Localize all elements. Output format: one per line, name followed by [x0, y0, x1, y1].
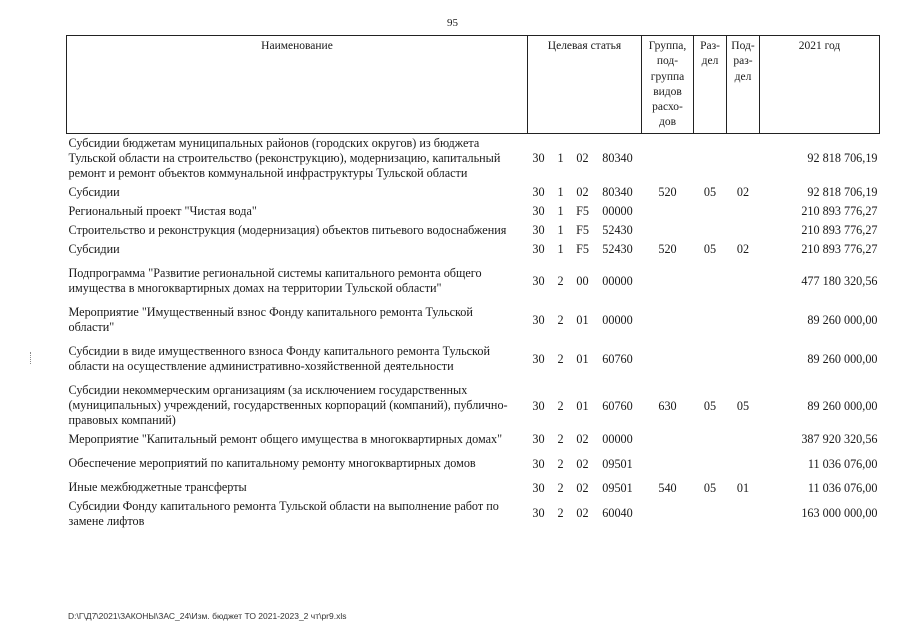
- row-amount: 92 818 706,19: [807, 150, 878, 165]
- row-name: Иные межбюджетные трансферты: [68, 479, 247, 494]
- row-name: Субсидии: [68, 184, 120, 199]
- row-article-event: F5: [576, 241, 589, 256]
- row-article-direction: 09501: [602, 456, 633, 471]
- table-row: [67, 240, 880, 259]
- row-section: [694, 133, 727, 183]
- row-article-program: 30: [532, 274, 545, 289]
- row-article-direction: 00000: [602, 431, 633, 446]
- row-subsection: 01: [736, 480, 750, 495]
- row-article-subprogram: 2: [557, 456, 564, 471]
- row-article-subprogram: 1: [557, 184, 564, 199]
- row-article-event: 02: [576, 184, 589, 199]
- row-article-event: F5: [576, 222, 589, 237]
- scan-artifact: [30, 352, 35, 364]
- row-expense-group: 520: [658, 184, 677, 199]
- row-article-subprogram: 2: [557, 352, 564, 367]
- row-article-subprogram: 1: [557, 203, 564, 218]
- header-target-article: Целевая статья: [528, 36, 642, 134]
- row-article-program: 30: [532, 203, 545, 218]
- row-article-direction: 80340: [602, 150, 633, 165]
- row-article-direction: 60760: [602, 352, 633, 367]
- row-amount: 387 920 320,56: [801, 431, 878, 446]
- row-amount: 89 260 000,00: [807, 352, 878, 367]
- table-row: [67, 497, 880, 531]
- row-section: [694, 221, 727, 240]
- row-article-subprogram: 2: [557, 431, 564, 446]
- row-subsection: [727, 221, 760, 240]
- row-amount: 89 260 000,00: [807, 398, 878, 413]
- row-expense-group: [642, 221, 694, 240]
- page-number: 95: [447, 17, 458, 29]
- table-row: [67, 430, 880, 449]
- table-header: [67, 36, 880, 134]
- row-amount: 210 893 776,27: [801, 203, 878, 218]
- row-article-event: 01: [576, 398, 589, 413]
- row-article-subprogram: 2: [557, 398, 564, 413]
- row-section: 05: [703, 184, 717, 199]
- row-article-program: 30: [532, 480, 545, 495]
- header-year: 2021 год: [760, 36, 880, 134]
- row-name: Субсидии бюджетам муниципальных районов (городских округов) из бюджета Тульской области на строительство (реконструкцию), модернизацию, капитальный ремонт и ремонт объектов коммунальной инфраструктуры Тульской области: [68, 135, 501, 180]
- row-name: Субсидии: [68, 241, 120, 256]
- table-row: [67, 298, 880, 337]
- row-article-subprogram: 2: [557, 274, 564, 289]
- row-subsection: [727, 202, 760, 221]
- row-section: 05: [703, 480, 717, 495]
- row-article-direction: 60760: [602, 398, 633, 413]
- row-amount: 92 818 706,19: [807, 184, 878, 199]
- row-expense-group: [642, 298, 694, 337]
- table-row: [67, 133, 880, 183]
- table-row: [67, 473, 880, 497]
- row-section: [694, 202, 727, 221]
- row-article-event: 02: [576, 506, 589, 521]
- row-expense-group: [642, 202, 694, 221]
- row-article-subprogram: 2: [557, 480, 564, 495]
- footer-file-path: D:\Г\Д7\2021\ЗАКОНЫ\ЗАС_24\Изм. бюджет ТО 2021-2023_2 чт\pr9.xls: [68, 611, 347, 621]
- row-section: [694, 259, 727, 298]
- header-section: Раз-дел: [694, 36, 727, 134]
- row-name: Региональный проект "Чистая вода": [68, 203, 257, 218]
- row-expense-group: 520: [658, 241, 677, 256]
- row-article-program: 30: [532, 150, 545, 165]
- row-subsection: [727, 298, 760, 337]
- row-article-program: 30: [532, 456, 545, 471]
- row-name: Субсидии Фонду капитального ремонта Тульской области на выполнение работ по замене лифтов: [68, 498, 499, 528]
- row-amount: 89 260 000,00: [807, 313, 878, 328]
- row-article-event: 00: [576, 274, 589, 289]
- row-expense-group: [642, 337, 694, 376]
- row-expense-group: 540: [658, 480, 677, 495]
- header-name: Наименование: [67, 36, 528, 134]
- row-expense-group: [642, 497, 694, 531]
- table-body: [67, 133, 880, 531]
- table-row: [67, 202, 880, 221]
- row-subsection: 02: [736, 184, 750, 199]
- row-subsection: [727, 337, 760, 376]
- row-amount: 477 180 320,56: [801, 274, 878, 289]
- row-article-direction: 00000: [602, 313, 633, 328]
- row-article-event: 02: [576, 431, 589, 446]
- row-section: [694, 337, 727, 376]
- table-row: [67, 376, 880, 430]
- row-article-program: 30: [532, 352, 545, 367]
- row-section: [694, 430, 727, 449]
- row-article-direction: 00000: [602, 274, 633, 289]
- table-row: [67, 337, 880, 376]
- row-section: 05: [703, 241, 717, 256]
- row-article-program: 30: [532, 431, 545, 446]
- table-row: [67, 221, 880, 240]
- row-subsection: [727, 449, 760, 473]
- row-name: Мероприятие "Имущественный взнос Фонду капитального ремонта Тульской области": [68, 304, 473, 334]
- row-article-direction: 09501: [602, 480, 633, 495]
- row-article-direction: 52430: [602, 222, 633, 237]
- row-section: [694, 497, 727, 531]
- row-name: Мероприятие "Капитальный ремонт общего имущества в многоквартирных домах": [68, 431, 503, 446]
- row-article-event: F5: [576, 203, 589, 218]
- row-name: Субсидии в виде имущественного взноса Фонду капитального ремонта Тульской области на осуществление административно-хозяйственной деятельности: [68, 343, 490, 373]
- row-subsection: 05: [736, 398, 750, 413]
- row-article-program: 30: [532, 241, 545, 256]
- row-amount: 11 036 076,00: [807, 480, 878, 495]
- row-article-direction: 00000: [602, 203, 633, 218]
- row-expense-group: [642, 449, 694, 473]
- row-article-program: 30: [532, 184, 545, 199]
- row-article-subprogram: 2: [557, 506, 564, 521]
- table-row: [67, 259, 880, 298]
- row-section: [694, 449, 727, 473]
- row-expense-group: [642, 259, 694, 298]
- row-article-subprogram: 1: [557, 241, 564, 256]
- row-article-subprogram: 1: [557, 222, 564, 237]
- row-section: [694, 298, 727, 337]
- row-article-program: 30: [532, 313, 545, 328]
- budget-table: [66, 35, 880, 531]
- table-row: [67, 183, 880, 202]
- row-name: Обеспечение мероприятий по капитальному ремонту многоквартирных домов: [68, 455, 476, 470]
- row-amount: 11 036 076,00: [807, 456, 878, 471]
- row-subsection: [727, 133, 760, 183]
- row-article-event: 02: [576, 456, 589, 471]
- row-subsection: [727, 497, 760, 531]
- row-expense-group: [642, 430, 694, 449]
- header-subsection: Под-раз-дел: [727, 36, 760, 134]
- row-amount: 210 893 776,27: [801, 222, 878, 237]
- row-expense-group: [642, 133, 694, 183]
- row-subsection: 02: [736, 241, 750, 256]
- row-name: Субсидии некоммерческим организациям (за исключением государственных (муниципальных) учреждений, государственных корпораций (компаний), публично-правовых компаний): [68, 382, 508, 427]
- row-name: Строительство и реконструкция (модернизация) объектов питьевого водоснабжения: [68, 222, 507, 237]
- row-name: Подпрограмма "Развитие региональной системы капитального ремонта общего имущества в многоквартирных домах на территории Тульской области": [68, 265, 482, 295]
- row-article-program: 30: [532, 506, 545, 521]
- row-article-direction: 80340: [602, 184, 633, 199]
- row-article-direction: 60040: [602, 506, 633, 521]
- row-article-event: 01: [576, 313, 589, 328]
- row-article-event: 01: [576, 352, 589, 367]
- row-subsection: [727, 259, 760, 298]
- row-expense-group: 630: [658, 398, 677, 413]
- row-article-program: 30: [532, 398, 545, 413]
- row-article-direction: 52430: [602, 241, 633, 256]
- row-amount: 163 000 000,00: [801, 506, 878, 521]
- row-article-subprogram: 2: [557, 313, 564, 328]
- row-article-subprogram: 1: [557, 150, 564, 165]
- table-row: [67, 449, 880, 473]
- row-article-program: 30: [532, 222, 545, 237]
- row-subsection: [727, 430, 760, 449]
- row-amount: 210 893 776,27: [801, 241, 878, 256]
- row-article-event: 02: [576, 480, 589, 495]
- row-article-event: 02: [576, 150, 589, 165]
- row-section: 05: [703, 398, 717, 413]
- header-expense-group: Группа, под-группа видов расхо-дов: [642, 36, 694, 134]
